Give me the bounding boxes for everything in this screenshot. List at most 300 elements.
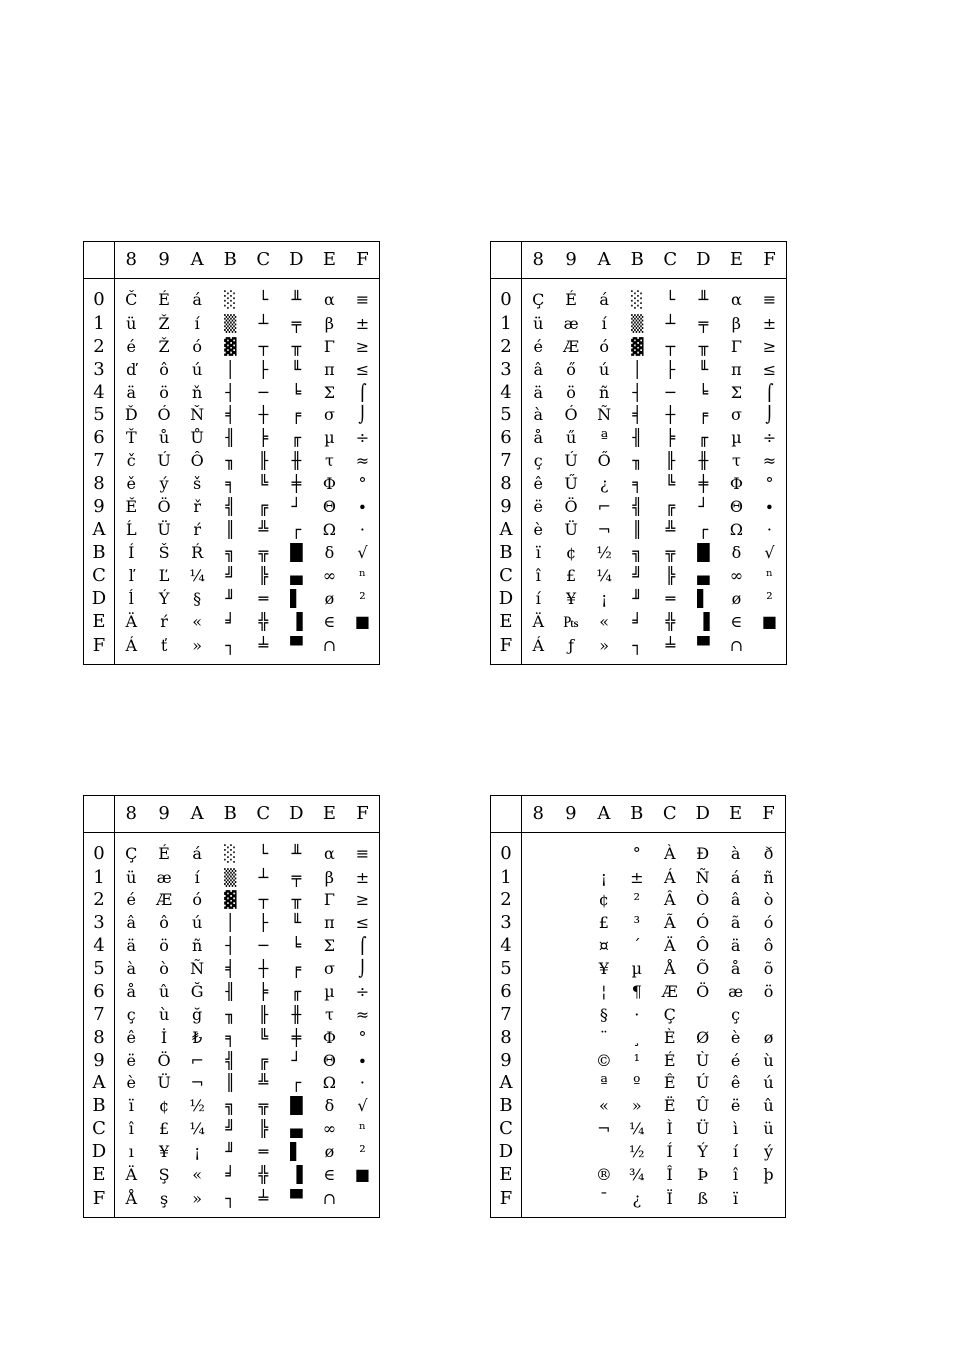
char-cell: ╞ [258,981,269,1001]
char-cell: ┐ [225,1188,236,1208]
char-cell: á [192,843,202,863]
row-header: 0 [491,833,522,867]
char-cell: ▄ [697,566,710,586]
char-cell: ╗ [225,543,236,563]
table-row [84,473,379,496]
row-header: 2 [491,889,522,912]
char-cell [522,912,555,935]
char-cell: ┤ [225,936,236,956]
char-cell [522,981,555,1004]
char-cell: Â [663,890,676,910]
char-cell: ò [763,890,774,910]
char-cell: ▓ [224,336,237,356]
char-cell: Ñ [190,959,205,979]
row-header: 5 [84,404,115,427]
row-header: 6 [84,427,115,450]
char-cell: ╝ [632,566,643,586]
row-header: F [84,633,115,664]
char-cell: ■ [354,611,371,631]
char-cell: Ű [564,474,578,494]
row-header: E [84,610,115,633]
char-cell: ╣ [225,1050,236,1070]
table-row [84,1118,379,1141]
char-cell: ú [192,359,203,379]
column-header: D [687,242,720,279]
char-cell: â [533,359,544,379]
char-cell: ─ [258,382,269,402]
table-row [84,565,379,588]
column-header: B [621,242,654,279]
char-cell: ╟ [665,451,676,471]
char-cell: Ò [696,890,710,910]
char-cell: ≥ [355,890,370,910]
table-row [491,542,786,565]
char-cell: µ [324,428,335,448]
char-cell: ▓ [631,336,644,356]
char-cell: Ü [157,1073,171,1093]
char-cell: ê [730,1073,741,1093]
row-header: D [491,588,522,611]
char-cell: ⌐ [597,497,611,517]
char-cell: µ [731,428,742,448]
table-row [84,1003,379,1026]
row-header: 2 [491,335,522,358]
char-cell: ľ [128,566,134,586]
char-cell: ´ [632,936,641,956]
row-header: E [84,1164,115,1187]
char-cell: š [193,474,202,494]
row-header: A [491,1072,522,1095]
char-cell: ╩ [258,520,269,540]
table-row [491,981,785,1004]
char-cell: é [730,1050,741,1070]
char-cell: ╧ [258,1188,269,1208]
char-cell: ² [633,890,640,910]
char-cell: ¢ [566,543,577,563]
char-cell: è [730,1027,741,1047]
column-header: A [587,796,620,833]
row-header: 9 [84,1049,115,1072]
char-cell: ╝ [225,1119,236,1139]
char-cell: ≡ [355,289,370,309]
table-row [491,519,786,542]
char-cell: » [192,635,203,655]
char-cell: í [194,313,200,333]
table-row [84,1186,379,1217]
char-cell: É [663,1050,676,1070]
char-cell: ▐ [290,611,303,631]
table-row [491,312,786,335]
table-row [491,1026,785,1049]
char-cell: ╠ [258,1119,269,1139]
char-cell: ¹ [633,1050,640,1070]
char-cell [554,1095,587,1118]
char-cell: Σ [323,936,336,956]
char-cell: ∩ [729,635,744,655]
char-cell: º [633,1073,641,1093]
char-cell: ╖ [225,1004,236,1024]
row-header: 0 [84,279,115,313]
char-cell: Ø [696,1027,710,1047]
character-table [491,796,785,1217]
table-row [491,633,786,664]
char-cell: Θ [729,497,743,517]
char-cell: Ť [125,428,137,448]
row-header: D [84,1141,115,1164]
char-cell: ß [697,1188,708,1208]
char-cell: ¾ [629,1164,645,1184]
char-cell: ▌ [697,588,710,608]
char-cell [753,633,786,664]
row-header: B [491,1095,522,1118]
table-row [84,981,379,1004]
char-cell [554,1072,587,1095]
char-cell: ç [533,451,543,471]
table-row [84,358,379,381]
char-cell: ┘ [291,497,302,517]
char-cell: ö [159,936,169,956]
char-cell: Ý [697,1142,708,1162]
char-cell: ñ [763,867,774,887]
char-cell: ∩ [322,1188,337,1208]
char-cell: ╥ [291,336,302,356]
char-cell: Ý [158,588,170,608]
header-row [491,242,786,279]
char-cell: ╪ [698,474,709,494]
column-header: B [214,796,247,833]
row-header: 8 [84,473,115,496]
char-cell: ╨ [291,843,302,863]
char-cell: ≤ [762,359,777,379]
char-cell: ⌡ [358,959,367,979]
code-page-table-2 [490,241,787,665]
char-cell: î [733,1164,739,1184]
char-cell: ╓ [291,981,302,1001]
char-cell: é [126,890,137,910]
char-cell: ů [158,428,170,448]
char-cell: ≥ [355,336,370,356]
table-row [491,588,786,611]
column-header: F [346,242,379,279]
char-cell: ø [324,588,335,608]
char-cell: ┘ [698,497,709,517]
char-cell: ╟ [258,1004,269,1024]
row-header: 7 [84,1003,115,1026]
char-cell: ▐ [697,611,710,631]
char-cell: √ [764,543,775,563]
char-cell: │ [225,359,236,379]
column-header: 8 [522,796,555,833]
char-cell: È [663,1027,676,1047]
table-row [84,889,379,912]
column-header: F [752,796,785,833]
char-cell: ▒ [224,867,237,887]
char-cell: ° [358,474,367,494]
char-cell: Ω [729,520,744,540]
char-cell: Ş [158,1164,170,1184]
row-header: 3 [84,358,115,381]
char-cell: ╢ [632,428,643,448]
char-cell: ╠ [665,566,676,586]
char-cell: ¸ [632,1027,641,1047]
char-cell: Ω [322,520,337,540]
corner-cell [491,796,522,833]
row-header: 1 [84,312,115,335]
table-row [84,912,379,935]
char-cell: Γ [323,890,335,910]
char-cell: · [359,520,366,540]
char-cell: β [324,867,335,887]
char-cell: ° [765,474,774,494]
char-cell: Ó [696,913,710,933]
char-cell: č [126,451,136,471]
char-cell: í [194,867,200,887]
char-cell: ├ [665,359,676,379]
column-header: 8 [115,796,148,833]
table-row [491,427,786,450]
char-cell: π [324,913,335,933]
char-cell: ┘ [291,1050,302,1070]
char-cell: ┬ [258,890,269,910]
char-cell: ■ [354,1164,371,1184]
char-cell: ø [763,1027,774,1047]
char-cell: É [158,843,170,863]
row-header: C [491,565,522,588]
char-cell: â [730,890,741,910]
char-cell: Ĺ [125,520,137,540]
char-cell: ╢ [225,981,236,1001]
char-cell: ¢ [598,890,609,910]
char-cell: ŕ [193,520,201,540]
char-cell: ∈ [323,611,336,631]
table-row [491,496,786,519]
column-header: E [719,796,752,833]
char-cell: ň [192,382,203,402]
char-cell: ú [763,1073,774,1093]
table-row [84,588,379,611]
char-cell: ╗ [632,543,643,563]
table-row [491,833,785,867]
char-cell: ∙ [765,497,774,517]
char-cell: π [731,359,742,379]
char-cell: î [535,566,541,586]
char-cell: │ [225,913,236,933]
table-row [84,1164,379,1187]
char-cell: ≈ [355,1004,370,1024]
char-cell: Θ [322,1050,336,1070]
table-row [84,381,379,404]
table-row [491,866,785,889]
header-row [491,796,785,833]
char-cell: ▄ [290,1119,303,1139]
char-cell: « [599,611,610,631]
char-cell: » [192,1188,203,1208]
char-cell: ² [359,588,366,608]
char-cell: Ŕ [191,543,204,563]
code-page-table-1 [83,241,380,665]
char-cell: ▀ [697,635,710,655]
char-cell: Ľ [158,566,170,586]
char-cell: ¬ [190,1073,204,1093]
char-cell: ã [730,913,741,933]
char-cell: ╔ [258,497,269,517]
row-header: 1 [491,312,522,335]
char-cell: ═ [258,588,269,608]
table-row [84,833,379,867]
char-cell: £ [598,913,609,933]
header-row [84,242,379,279]
char-cell: ½ [189,1096,205,1116]
char-cell: æ [728,981,744,1001]
char-cell: ü [763,1119,774,1139]
character-table [84,796,379,1217]
char-cell: █ [290,543,303,563]
table-row [491,610,786,633]
row-header: 4 [84,935,115,958]
row-header: F [491,633,522,664]
char-cell: ▒ [224,313,237,333]
column-header: E [720,242,753,279]
char-cell: ÷ [355,981,370,1001]
char-cell: ï [128,1096,134,1116]
char-cell: ╘ [698,382,709,402]
char-cell: ⌡ [765,405,774,425]
char-cell: ± [355,867,370,887]
char-cell [522,1049,555,1072]
char-cell [752,1003,785,1026]
char-cell: Ú [157,451,171,471]
char-cell: Ô [696,936,710,956]
char-cell: ± [630,867,644,887]
char-cell: ╥ [698,336,709,356]
char-cell: ò [159,959,169,979]
char-cell: Å [663,959,676,979]
char-cell [522,889,555,912]
column-header: C [247,242,280,279]
char-cell: è [126,1073,137,1093]
row-header: 5 [491,404,522,427]
char-cell: Ç [125,843,138,863]
row-header: B [491,542,522,565]
char-cell: ⁿ [359,1119,366,1139]
char-cell: Ü [157,520,171,540]
char-cell: ┌ [291,1073,302,1093]
char-cell: ⌐ [190,1050,204,1070]
char-cell [554,1003,587,1026]
char-cell: ó [599,336,609,356]
char-cell: Ã [663,913,676,933]
char-cell: Ï [666,1188,673,1208]
char-cell: τ [731,451,741,471]
char-cell: ┐ [225,635,236,655]
char-cell: á [599,289,609,309]
char-cell: ü [533,313,544,333]
char-cell: à [730,843,741,863]
char-cell: ² [359,1142,366,1162]
char-cell: · [766,520,773,540]
row-header: C [84,565,115,588]
table-row [84,335,379,358]
char-cell: ê [126,1027,137,1047]
char-cell [554,1141,587,1164]
row-header: 8 [491,473,522,496]
char-cell: ╜ [225,1142,236,1162]
row-header: 4 [491,935,522,958]
corner-cell [491,242,522,279]
table-row [491,565,786,588]
char-cell: ≥ [762,336,777,356]
char-cell: Ó [564,405,578,425]
char-cell: π [324,359,335,379]
row-header: C [84,1118,115,1141]
char-cell: τ [324,1004,334,1024]
char-cell: ¿ [599,474,609,494]
row-header: D [491,1141,522,1164]
char-cell: ║ [225,520,236,540]
char-cell: ╟ [258,451,269,471]
column-header: D [280,796,313,833]
char-cell: ╗ [225,1096,236,1116]
char-cell [554,912,587,935]
char-cell: Ö [564,497,578,517]
char-cell: ö [763,981,774,1001]
char-cell: ∩ [322,635,337,655]
char-cell: Þ [697,1164,709,1184]
char-cell: √ [357,543,368,563]
table-row [84,1049,379,1072]
char-cell: Ú [564,451,578,471]
table-row [491,1186,785,1217]
char-cell: Φ [322,474,336,494]
char-cell: å [730,959,741,979]
code-page-table-4 [490,795,786,1218]
char-cell: ë [533,497,544,517]
char-cell: Ê [663,1073,676,1093]
char-cell [522,1072,555,1095]
char-cell: ╡ [632,405,643,425]
char-cell: í [733,1142,739,1162]
char-cell: └ [665,289,676,309]
char-cell: ∈ [730,611,743,631]
char-cell: Á [663,867,676,887]
row-header: 4 [491,381,522,404]
column-header: C [247,796,280,833]
char-cell: Ň [190,405,205,425]
row-header: 1 [491,866,522,889]
char-cell: ╣ [225,497,236,517]
row-header: 8 [84,1026,115,1049]
char-cell: ├ [258,913,269,933]
char-cell: ╫ [291,1004,302,1024]
char-cell: ø [731,588,742,608]
char-cell: µ [631,959,642,979]
char-cell [522,1095,555,1118]
table-row [84,958,379,981]
table-row [491,381,786,404]
column-header: E [313,796,346,833]
column-header: 9 [148,796,181,833]
char-cell: ä [533,382,544,402]
table-row [84,279,379,313]
char-cell [522,833,555,867]
char-cell: █ [697,543,710,563]
char-cell: Φ [729,474,743,494]
char-cell: β [731,313,742,333]
column-header: C [653,796,686,833]
row-header: 1 [84,866,115,889]
char-cell: ª [600,428,608,448]
char-cell: ö [159,382,169,402]
